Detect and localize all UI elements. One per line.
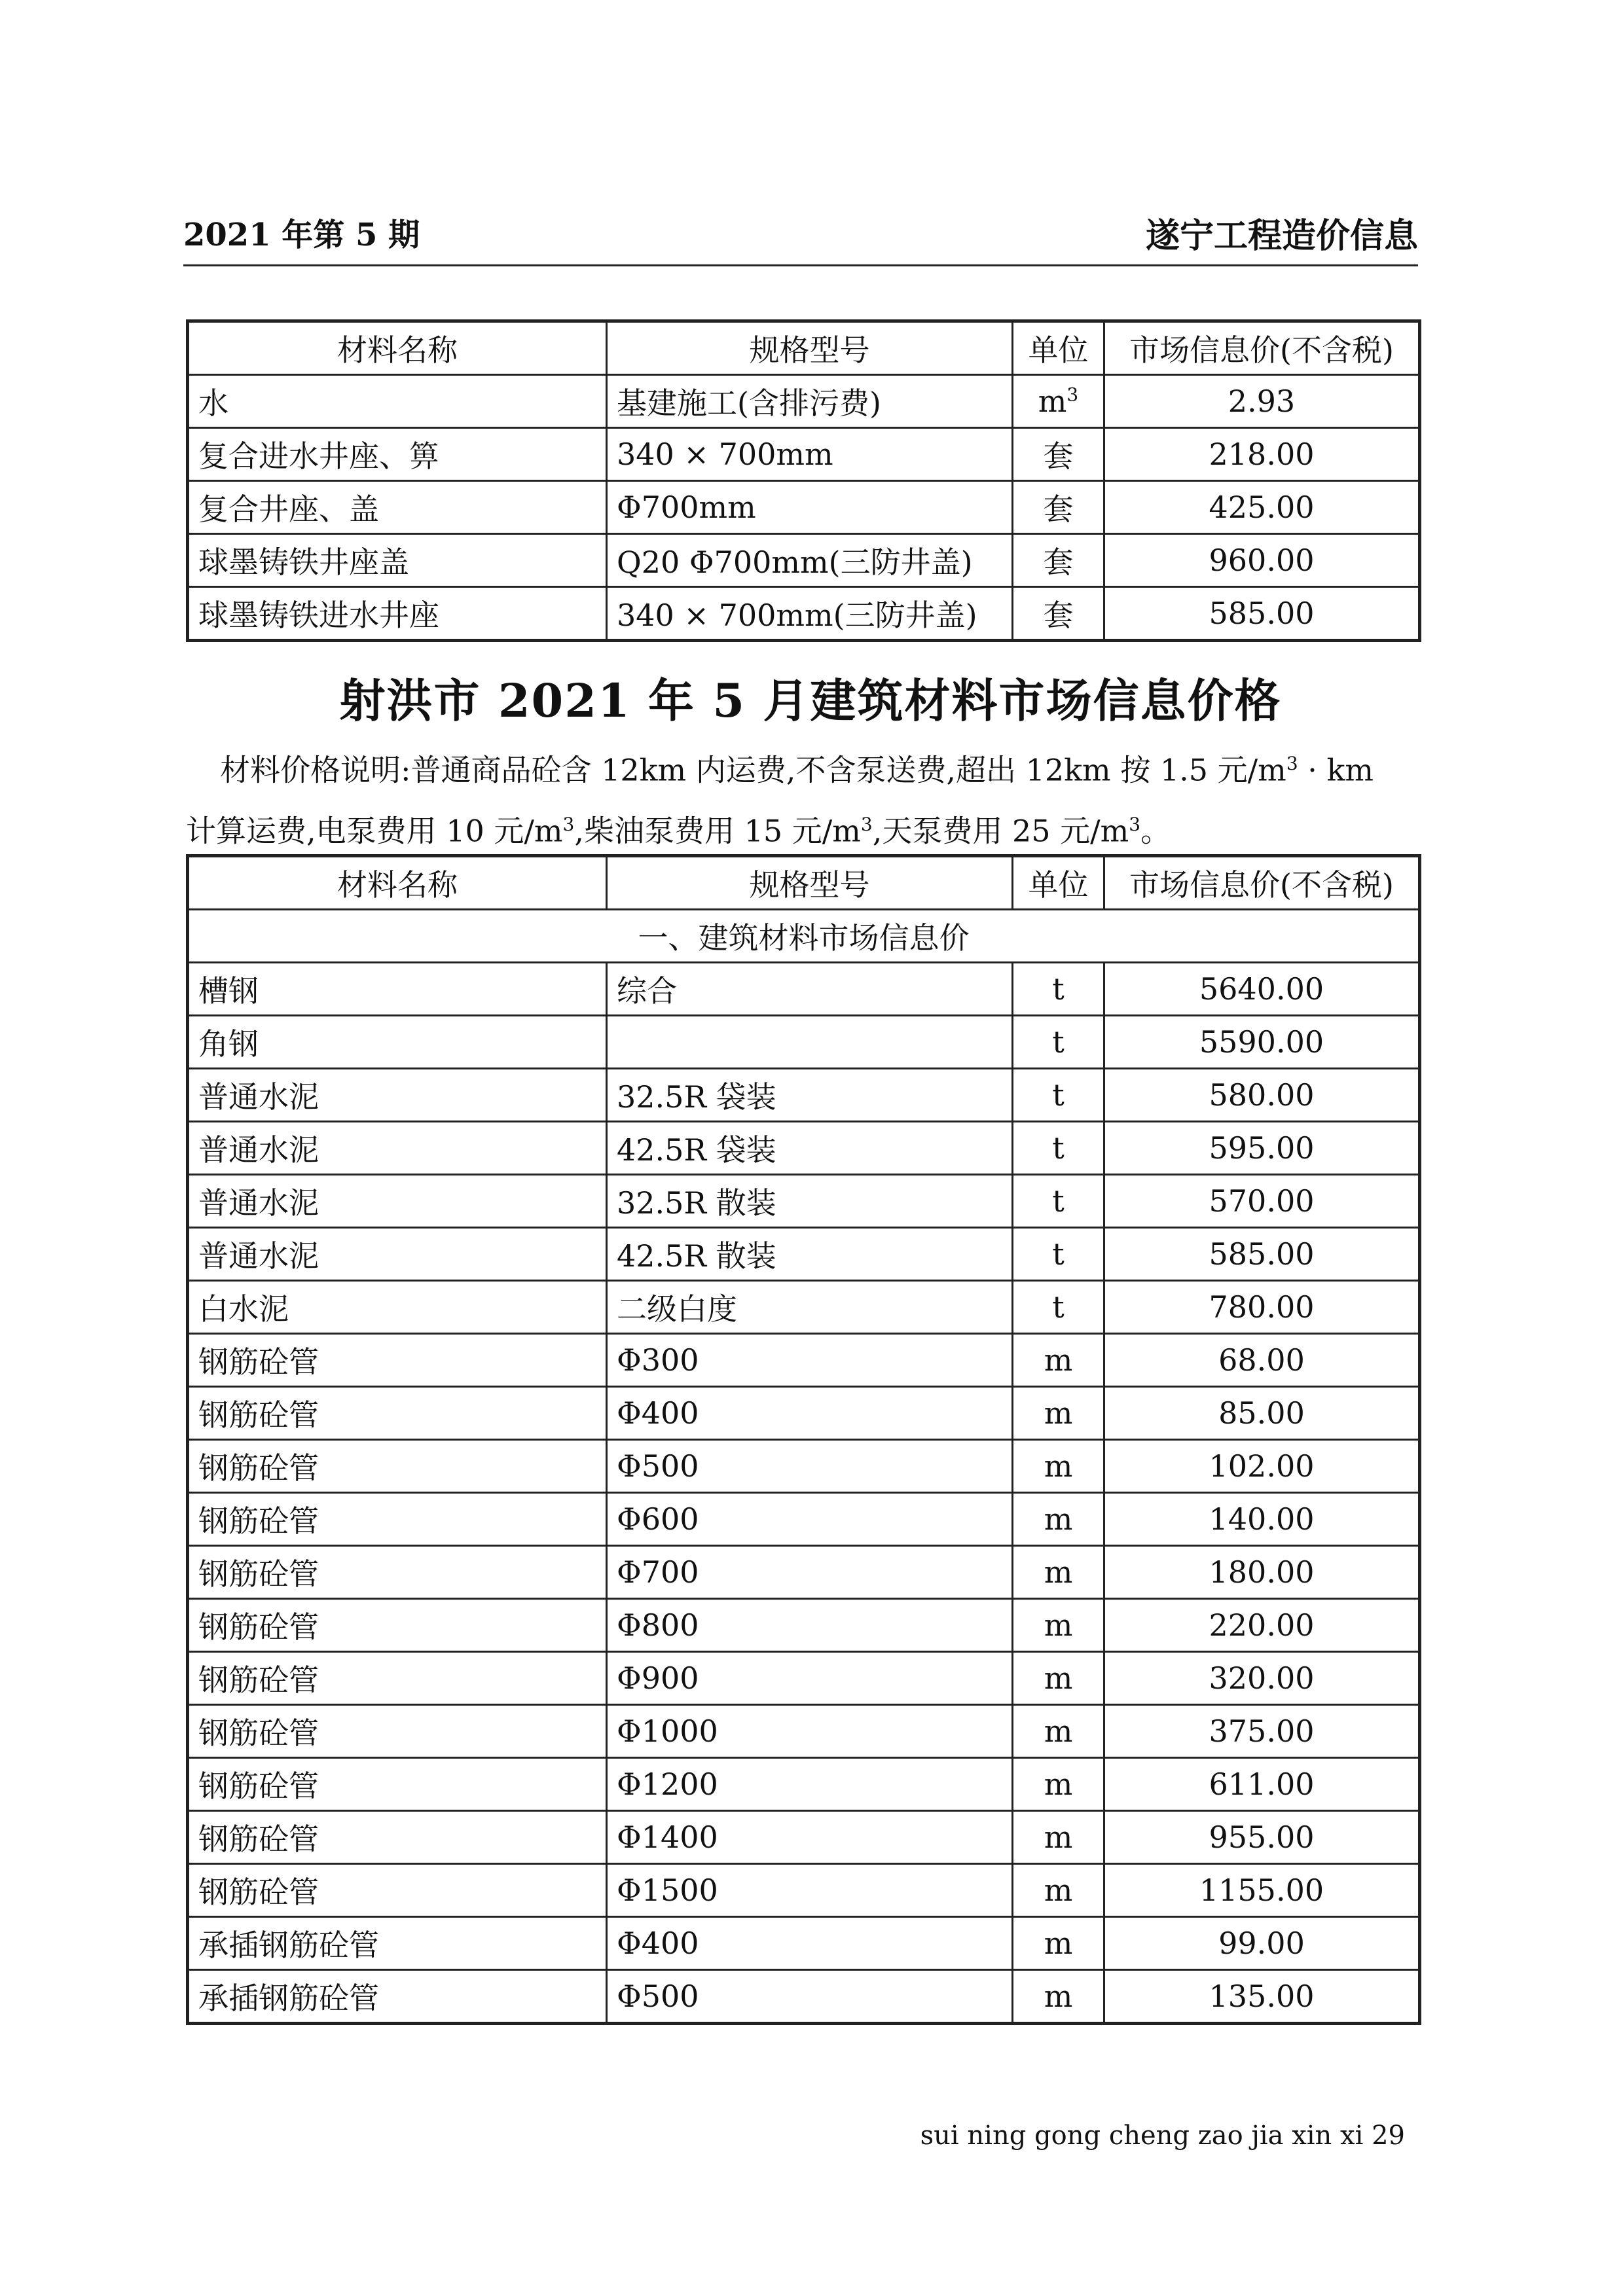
cell-spec: Φ1200 [607,1758,1013,1811]
price-table-1 [186,319,1421,642]
cell-price: 85.00 [1104,1387,1420,1440]
cell-spec: Φ400 [607,1917,1013,1970]
cell-unit: t [1013,1281,1104,1334]
cell-unit: t [1013,1016,1104,1069]
table-row [188,1122,1420,1175]
cell-spec: 32.5R 散装 [607,1175,1013,1228]
cell-name: 白水泥 [188,1281,607,1334]
note-line-2: 计算运费,电泵费用 10 元$/m^3$,柴油泵费用 15 元$/m^3$,天泵费用 25 元$/m^3$。 [186,813,1171,849]
cell-spec [607,1016,1013,1069]
cell-spec: Φ1000 [607,1705,1013,1758]
cell-unit: m [1013,1599,1104,1652]
cell-name: 钢筋砼管 [188,1652,607,1705]
cell-spec: 二级白度 [607,1281,1013,1334]
cell-spec: Φ800 [607,1599,1013,1652]
table-row [188,1811,1420,1864]
cell-unit: $m^3$ [1013,375,1104,428]
cell-name: 钢筋砼管 [188,1334,607,1387]
table-row [188,1016,1420,1069]
cell-unit: m [1013,1705,1104,1758]
section-title: 射洪市 2021 年 5 月建筑材料市场信息价格 [339,673,1282,728]
cell-spec: Φ700 [607,1546,1013,1599]
cell-price: 611.00 [1104,1758,1420,1811]
cell-name: 钢筋砼管 [188,1758,607,1811]
table-row [188,481,1420,534]
cell-spec: 340 × 700mm [607,428,1013,481]
table-row [188,1705,1420,1758]
cell-name: 承插钢筋砼管 [188,1970,607,2024]
cell-spec: Φ500 [607,1440,1013,1493]
cell-unit: m [1013,1758,1104,1811]
cell-name: 球墨铸铁井座盖 [188,534,607,587]
cell-price: 320.00 [1104,1652,1420,1705]
table-row [188,1281,1420,1334]
cell-price: 220.00 [1104,1599,1420,1652]
cell-unit: m [1013,1493,1104,1546]
cell-spec: Φ300 [607,1334,1013,1387]
col-header-spec: 规格型号 [607,321,1013,375]
cell-spec: 基建施工(含排污费) [607,375,1013,428]
cell-name: 钢筋砼管 [188,1864,607,1917]
cell-name: 钢筋砼管 [188,1705,607,1758]
table-row [188,1599,1420,1652]
table-row [188,1864,1420,1917]
cell-unit: m [1013,1387,1104,1440]
cell-price: 102.00 [1104,1440,1420,1493]
cell-name: 钢筋砼管 [188,1493,607,1546]
cell-price: 5590.00 [1104,1016,1420,1069]
header-divider [183,264,1418,266]
cell-unit: m [1013,1811,1104,1864]
table-row [188,1917,1420,1970]
section-row [188,910,1420,963]
cell-price: 5640.00 [1104,963,1420,1016]
cell-unit: m [1013,1440,1104,1493]
section-label: 一、建筑材料市场信息价 [188,910,1420,963]
cell-price: 780.00 [1104,1281,1420,1334]
col-header-unit: 单位 [1013,321,1104,375]
col-header-name: 材料名称 [188,856,607,910]
page-footer: sui ning gong cheng zao jia xin xi 29 [920,2121,1405,2151]
cell-name: 普通水泥 [188,1069,607,1122]
table-row [188,587,1420,641]
cell-price: 135.00 [1104,1970,1420,2024]
cell-unit: t [1013,1228,1104,1281]
cell-spec: 32.5R 袋装 [607,1069,1013,1122]
cell-price: 595.00 [1104,1122,1420,1175]
table-row [188,1493,1420,1546]
col-header-name: 材料名称 [188,321,607,375]
table-row [188,963,1420,1016]
cell-name: 复合进水井座、箅 [188,428,607,481]
cell-price: 375.00 [1104,1705,1420,1758]
cell-unit: m [1013,1652,1104,1705]
cell-unit: t [1013,1122,1104,1175]
table-row [188,428,1420,481]
table-row [188,1069,1420,1122]
cell-price: 180.00 [1104,1546,1420,1599]
cell-spec: 42.5R 散装 [607,1228,1013,1281]
table-row [188,534,1420,587]
cell-unit: t [1013,1069,1104,1122]
table-row [188,1440,1420,1493]
cell-spec: Φ400 [607,1387,1013,1440]
cell-spec: Q20 Φ700mm(三防井盖) [607,534,1013,587]
price-note [186,736,1418,859]
cell-spec: Φ1400 [607,1811,1013,1864]
cell-name: 钢筋砼管 [188,1440,607,1493]
col-header-price: 市场信息价(不含税) [1104,856,1420,910]
col-header-price: 市场信息价(不含税) [1104,321,1420,375]
table-row [188,1175,1420,1228]
cell-unit: 套 [1013,587,1104,641]
cell-unit: m [1013,1546,1104,1599]
cell-spec: Φ700mm [607,481,1013,534]
cell-name: 钢筋砼管 [188,1811,607,1864]
cell-unit: m [1013,1334,1104,1387]
cell-spec: Φ500 [607,1970,1013,2024]
cell-price: 1155.00 [1104,1864,1420,1917]
cell-spec: Φ1500 [607,1864,1013,1917]
cell-name: 承插钢筋砼管 [188,1917,607,1970]
cell-unit: 套 [1013,481,1104,534]
cell-price: 585.00 [1104,587,1420,641]
issue-label: 2021 年第 5 期 [183,217,420,253]
cell-price: 2.93 [1104,375,1420,428]
cell-spec: 综合 [607,963,1013,1016]
cell-price: 580.00 [1104,1069,1420,1122]
cell-price: 99.00 [1104,1917,1420,1970]
cell-name: 水 [188,375,607,428]
table-row [188,1546,1420,1599]
cell-price: 218.00 [1104,428,1420,481]
table-header-row [188,856,1420,910]
cell-name: 槽钢 [188,963,607,1016]
cell-name: 普通水泥 [188,1228,607,1281]
cell-name: 普通水泥 [188,1122,607,1175]
cell-spec: 42.5R 袋装 [607,1122,1013,1175]
table-row [188,1228,1420,1281]
cell-unit: 套 [1013,428,1104,481]
cell-price: 955.00 [1104,1811,1420,1864]
cell-price: 68.00 [1104,1334,1420,1387]
cell-spec: 340 × 700mm(三防井盖) [607,587,1013,641]
cell-name: 复合井座、盖 [188,481,607,534]
cell-spec: Φ600 [607,1493,1013,1546]
table-row [188,1387,1420,1440]
price-table-2 [186,854,1421,2025]
cell-name: 球墨铸铁进水井座 [188,587,607,641]
cell-unit: 套 [1013,534,1104,587]
table-header-row [188,321,1420,375]
table-row [188,1652,1420,1705]
cell-price: 570.00 [1104,1175,1420,1228]
cell-name: 钢筋砼管 [188,1599,607,1652]
publication-title: 遂宁工程造价信息 [1145,216,1418,256]
table-row [188,1334,1420,1387]
note-line-1: 材料价格说明:普通商品砼含 12km 内运费,不含泵送费,超出 12km 按 1.5 元$/m^3$ · km [220,752,1374,788]
cell-price: 960.00 [1104,534,1420,587]
cell-unit: m [1013,1970,1104,2024]
cell-unit: m [1013,1917,1104,1970]
cell-name: 普通水泥 [188,1175,607,1228]
table-row [188,1970,1420,2024]
cell-name: 钢筋砼管 [188,1546,607,1599]
cell-name: 角钢 [188,1016,607,1069]
col-header-unit: 单位 [1013,856,1104,910]
cell-price: 585.00 [1104,1228,1420,1281]
cell-unit: t [1013,1175,1104,1228]
cell-unit: m [1013,1864,1104,1917]
col-header-spec: 规格型号 [607,856,1013,910]
cell-price: 140.00 [1104,1493,1420,1546]
table-row [188,1758,1420,1811]
cell-spec: Φ900 [607,1652,1013,1705]
cell-price: 425.00 [1104,481,1420,534]
cell-unit: t [1013,963,1104,1016]
cell-name: 钢筋砼管 [188,1387,607,1440]
table-row [188,375,1420,428]
